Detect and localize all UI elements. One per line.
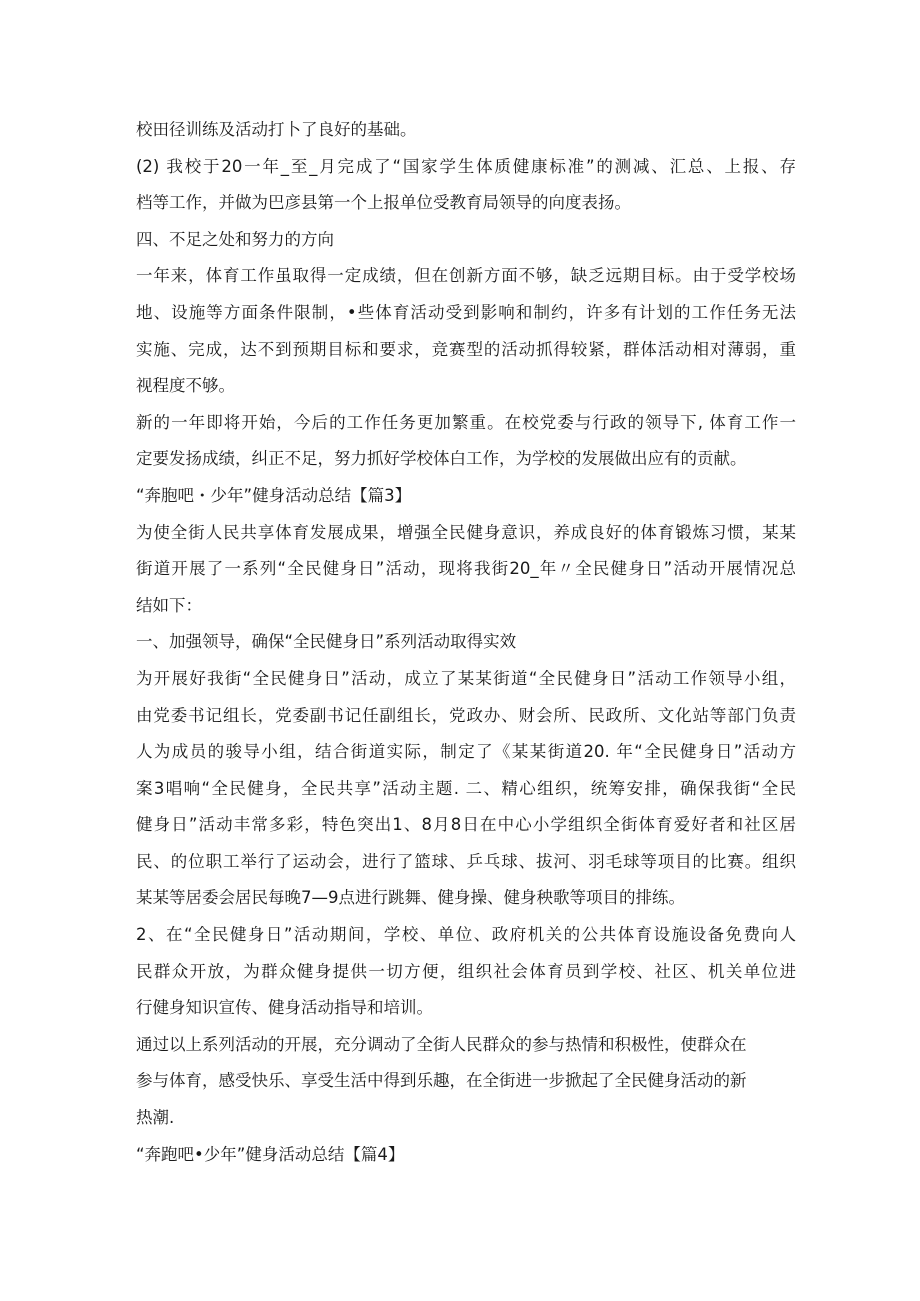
text-line: 实施、完成，达不到预期目标和要求，竞赛型的活动抓得较紧，群体活动相对薄弱，重 [136,339,796,359]
text-line: 结如下： [136,595,202,615]
text-line: 四、不足之处和努力的方向 [136,229,334,249]
text-line: 民、的位职工举行了运动会，进行了篮球、乒乓球、拔河、羽毛球等项目的比赛。组织 [136,851,796,871]
text-line: “奔跑吧•少年”健身活动总结【篇4】 [136,1144,405,1164]
text-line: 某某等居委会居民每晚7—9点进行跳舞、健身操、健身秧歌等项目的排练。 [136,888,685,908]
document-body [136,112,796,1173]
text-line: 2、在“全民健身日”活动期间，学校、单位、政府机关的公共体育设施设备免费向人 [136,925,796,945]
text-line: (2) 我校于20一年_至_月完成了“国家学生体质健康标准”的测减、汇总、上报、存 [136,156,796,176]
text-line: 地、设施等方面条件限制，•些体育活动受到影响和制约，许多有计划的工作任务无法 [136,302,796,322]
text-line: 为使全街人民共享体育发展成果，增强全民健身意识，养成良好的体育锻炼习惯，某某 [136,522,796,542]
text-line: 校田径训练及活动打卜了良好的基础。 [136,120,417,139]
text-line: 定要发扬成绩，纠正不足，努力抓好学校体白工作，为学校的发展做出应有的贡献。 [136,449,747,469]
text-line: 民群众开放，为群众健身提供一切方便，组织社会体育员到学校、社区、机关单位进 [136,961,796,981]
text-line: 健身日”活动丰常多彩，特色突出1、8月8日在中心小学组织全街体育爱好者和社区居 [136,815,796,835]
text-line: 参与体育，感受快乐、享受生活中得到乐趣，在全街进一步掀起了全民健身活动的新 [136,1071,747,1091]
text-line: 一年来，体育工作虽取得一定成绩，但在创新方面不够，缺乏远期目标。由于受学校场 [136,266,796,286]
text-line: 档等工作，并做为巴彦县第一个上报单位受教育局领导的向度表扬。 [136,193,631,213]
text-line: 一、加强领导，确保“全民健身日”系列活动取得实效 [136,632,517,652]
text-line: 视程度不够。 [136,376,235,396]
text-line: 案3唱响“全民健身，全民共享”活动主题. 二、精心组织，统筹安排，确保我街“全民 [136,778,796,798]
text-line: 新的一年即将开始，今后的工作任务更加繁重。在校党委与行政的领导下, 体育工作一 [136,412,796,432]
text-line: 行健身知识宣传、健身活动指导和培训。 [136,998,433,1018]
text-line: 热潮. [136,1108,175,1128]
text-line: 由党委书记组长，党委副书记任副组长，党政办、财会所、民政所、文化站等部门负责 [136,705,796,725]
text-line: 通过以上系列活动的开展，充分调动了全街人民群众的参与热情和积极性，使群众在 [136,1034,747,1054]
text-line: 为开展好我街“全民健身日”活动，成立了某某街道“全民健身日”活动工作领导小组， [136,668,796,688]
text-line: 人为成员的骏导小组，结合街道实际，制定了《某某街道20. 年“全民健身日”活动方 [136,742,796,762]
text-line: 街道开展了一系列“全民健身日”活动，现将我街20_年〃全民健身日”活动开展情况总 [136,559,796,579]
text-line: “奔胞吧・少年”健身活动总结【篇3】 [136,485,412,505]
